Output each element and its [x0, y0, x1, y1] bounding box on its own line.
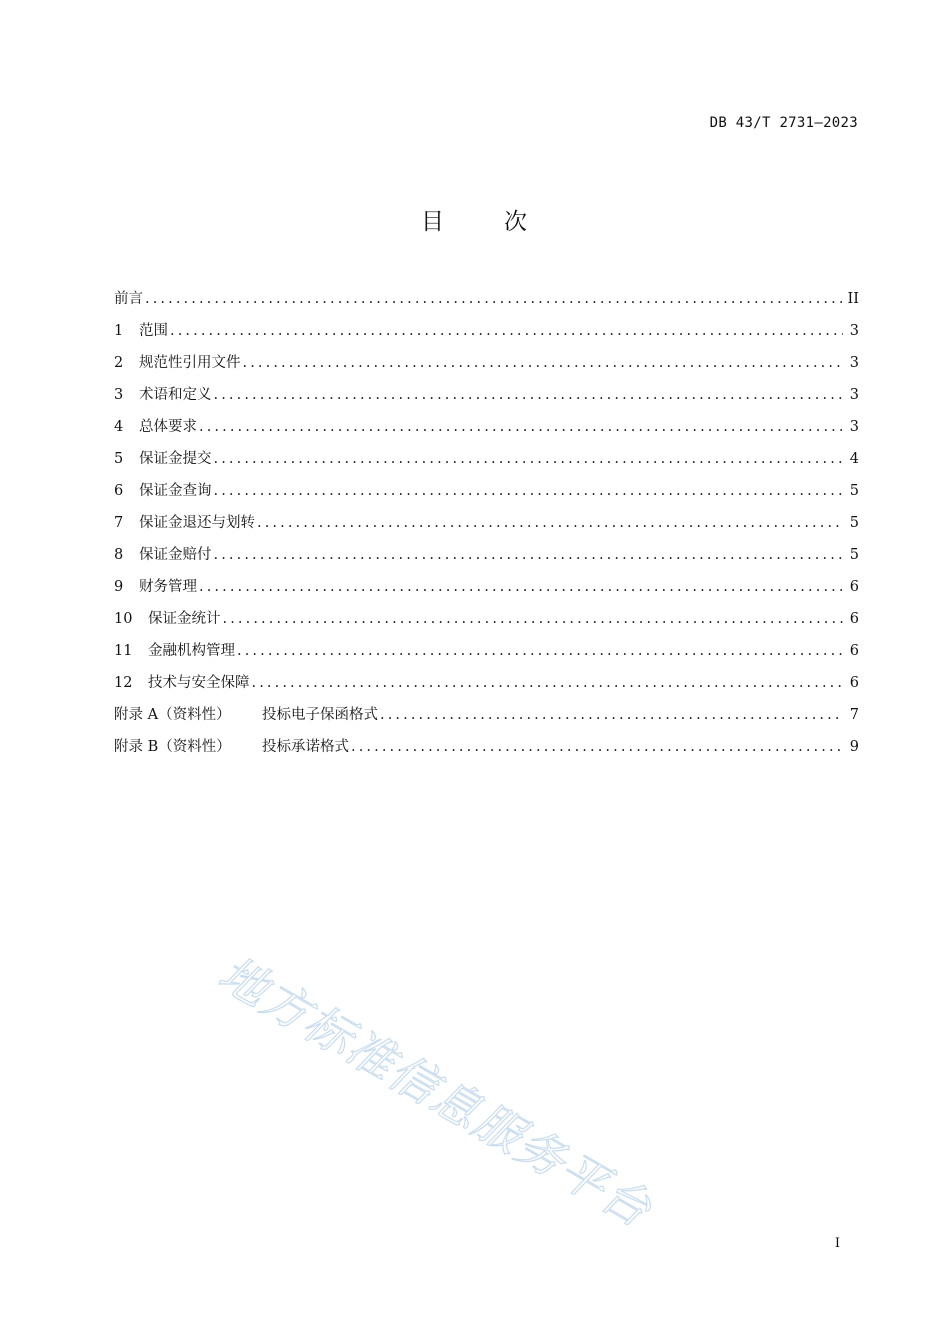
title-char-1: 目 — [421, 209, 446, 235]
toc-entry-3[interactable] — [114, 383, 859, 415]
title-char-2: 次 — [504, 209, 529, 235]
toc-entry-2[interactable] — [114, 351, 859, 383]
toc-entry-4[interactable] — [114, 415, 859, 447]
toc-appendix-label: 附录 B（资料性） — [114, 739, 231, 755]
toc-entry-page: 6 — [849, 643, 859, 659]
toc-entry-page: 7 — [849, 707, 859, 723]
toc-entry-text: 术语和定义 — [139, 387, 212, 403]
watermark: 地方标准信息服务平台 — [209, 946, 662, 1239]
toc-entry-text: 技术与安全保障 — [148, 675, 250, 691]
toc-entry-text: 保证金提交 — [139, 451, 212, 467]
toc-entry-page: 6 — [849, 675, 859, 691]
toc-entry-1[interactable] — [114, 319, 859, 351]
page-title — [0, 203, 950, 236]
toc-entry-5[interactable] — [114, 447, 859, 479]
toc-entry-text: 保证金统计 — [148, 611, 221, 627]
toc-entry-text: 保证金退还与划转 — [139, 515, 255, 531]
toc-entry-number: 7 — [114, 515, 124, 531]
toc-leader-dots — [380, 703, 843, 727]
toc-entry-page: 3 — [849, 419, 859, 435]
toc-entry-text: 前言 — [114, 291, 143, 307]
toc-entry-text: 投标电子保函格式 — [262, 707, 378, 723]
toc-appendix-label: 附录 A（资料性） — [114, 707, 231, 723]
toc-entry-page: 9 — [849, 739, 859, 755]
toc-entry-page: 6 — [849, 611, 859, 627]
toc-entry-page: 4 — [849, 451, 859, 467]
toc-entry-number: 6 — [114, 483, 124, 499]
toc-entry-appendix-a[interactable] — [114, 703, 859, 735]
toc-entry-number: 4 — [114, 419, 124, 435]
toc-leader-dots — [252, 671, 844, 695]
toc-entry-number: 8 — [114, 547, 124, 563]
toc-leader-dots — [199, 415, 843, 439]
toc-entry-page: 5 — [849, 547, 859, 563]
page-number: I — [834, 1236, 840, 1251]
toc-entry-page: II — [847, 291, 859, 307]
toc-entry-text: 总体要求 — [139, 419, 197, 435]
toc-leader-dots — [214, 447, 844, 471]
toc-entry-number: 3 — [114, 387, 124, 403]
toc-leader-dots — [214, 479, 844, 503]
toc-leader-dots — [214, 383, 844, 407]
toc-entry-text: 投标承诺格式 — [262, 739, 349, 755]
toc-entry-text: 金融机构管理 — [148, 643, 235, 659]
toc-entry-page: 3 — [849, 323, 859, 339]
toc-entry-11[interactable] — [114, 639, 859, 671]
toc-entry-number: 9 — [114, 579, 124, 595]
toc-entry-page: 5 — [849, 515, 859, 531]
toc-entry-number: 10 — [114, 611, 133, 627]
toc-entry-page: 3 — [849, 355, 859, 371]
toc-entry-7[interactable] — [114, 511, 859, 543]
toc-entry-page: 3 — [849, 387, 859, 403]
toc-entry-number: 11 — [114, 643, 133, 659]
toc-leader-dots — [351, 735, 843, 759]
toc-entry-page: 5 — [849, 483, 859, 499]
toc-leader-dots — [237, 639, 843, 663]
toc-leader-dots — [145, 287, 842, 311]
toc-entry-text: 范围 — [139, 323, 168, 339]
toc-leader-dots — [257, 511, 843, 535]
toc-entry-text: 保证金赔付 — [139, 547, 212, 563]
toc-leader-dots — [223, 607, 844, 631]
toc-entry-6[interactable] — [114, 479, 859, 511]
toc-entry-12[interactable] — [114, 671, 859, 703]
toc-leader-dots — [214, 543, 844, 567]
toc-entry-8[interactable] — [114, 543, 859, 575]
toc-entry-number: 2 — [114, 355, 124, 371]
toc-leader-dots — [199, 575, 843, 599]
toc-entry-number: 1 — [114, 323, 124, 339]
toc-entry-text: 保证金查询 — [139, 483, 212, 499]
toc-entry-foreword[interactable] — [114, 287, 859, 319]
toc-leader-dots — [170, 319, 843, 343]
toc-entry-9[interactable] — [114, 575, 859, 607]
document-code: DB 43/T 2731—2023 — [709, 115, 858, 131]
toc-entry-text: 规范性引用文件 — [139, 355, 241, 371]
toc-entry-appendix-b[interactable] — [114, 735, 859, 767]
toc-entry-number: 12 — [114, 675, 133, 691]
toc-entry-text: 财务管理 — [139, 579, 197, 595]
toc-entry-page: 6 — [849, 579, 859, 595]
toc-leader-dots — [243, 351, 844, 375]
toc-entry-number: 5 — [114, 451, 124, 467]
table-of-contents — [114, 287, 859, 767]
toc-entry-10[interactable] — [114, 607, 859, 639]
